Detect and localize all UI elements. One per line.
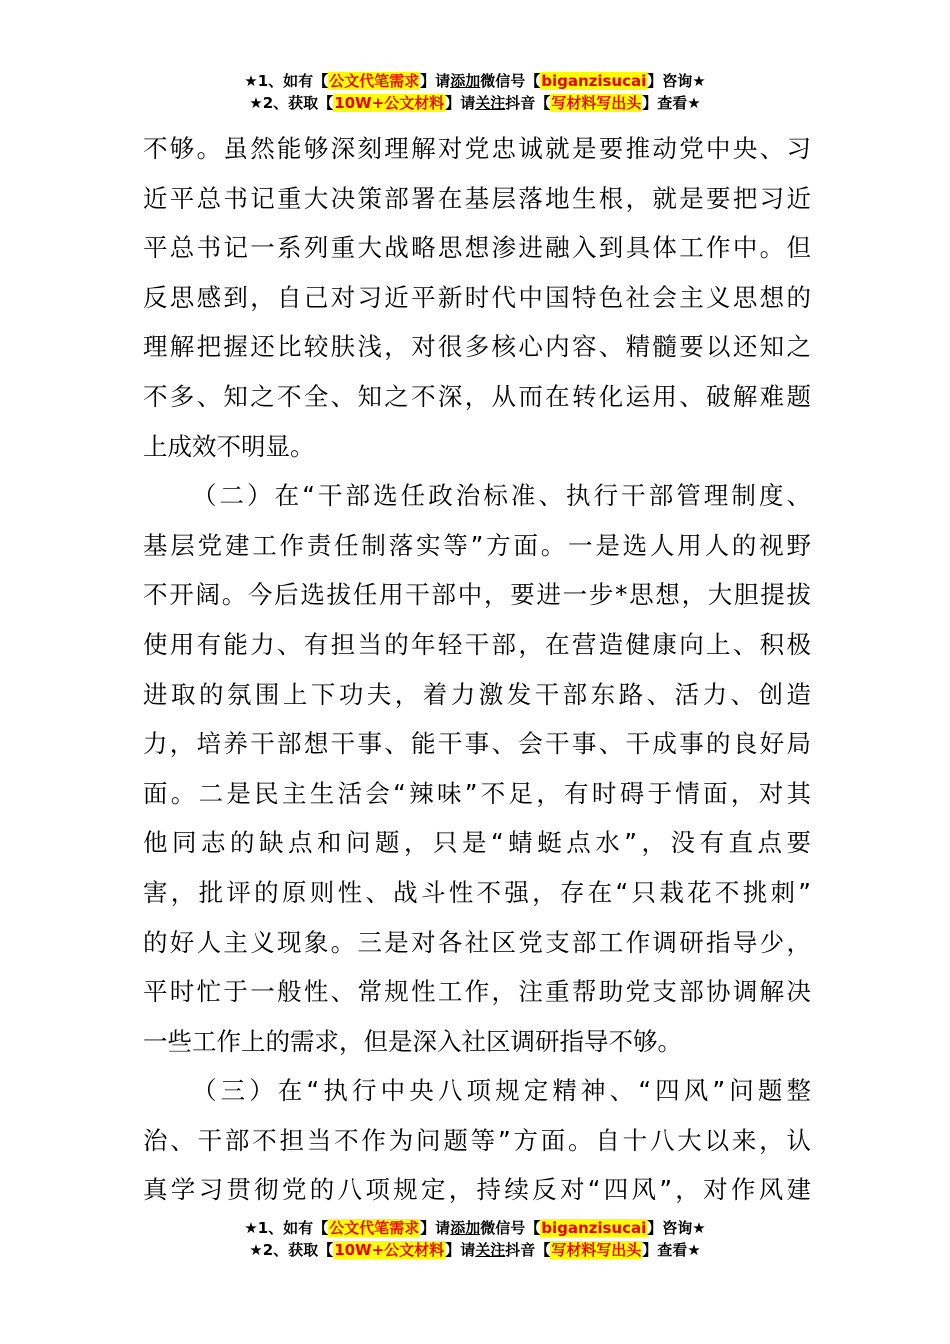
body-line: 平时忙于一般性、常规性工作，注重帮助党支部协调解决 xyxy=(143,977,811,1007)
header-ad-banner xyxy=(0,70,950,114)
body-line: 力，培养干部想干事、能干事、会干事、干成事的良好局 xyxy=(143,729,811,759)
section-heading-2: （二）在“干部选任政治标准、执行干部管理制度、 xyxy=(192,481,811,511)
highlight-ghostwriting: 公文代笔需求 xyxy=(329,1219,420,1237)
body-line: 的好人主义现象。三是对各社区党支部工作调研指导少， xyxy=(143,927,811,957)
section-heading-3: （三）在“执行中央八项规定精神、“四风”问题整 xyxy=(192,1076,811,1106)
banner-line-1: ★1、如有【公文代笔需求】请添加微信号【biganzisucai】咨询★ xyxy=(244,72,706,90)
body-line: 近平总书记重大决策部署在基层落地生根，就是要把习近 xyxy=(143,183,811,213)
body-line: 基层党建工作责任制落实等”方面。一是选人用人的视野 xyxy=(143,530,811,560)
body-line: 他同志的缺点和问题，只是“蜻蜓点水”，没有直点要 xyxy=(143,828,811,858)
body-line: 理解把握还比较肤浅，对很多核心内容、精髓要以还知之 xyxy=(143,332,811,362)
highlight-materials: 10W+公文材料 xyxy=(334,1241,445,1259)
banner-line-2: ★2、获取【10W+公文材料】请关注抖音【写材料写出头】查看★ xyxy=(249,94,701,112)
body-line: 面。二是民主生活会“辣味”不足，有时碍于情面，对其 xyxy=(143,778,811,808)
highlight-douyin: 写材料写出头 xyxy=(551,94,642,112)
footer-ad-banner xyxy=(0,1217,950,1261)
body-line: 治、干部不担当不作为问题等”方面。自十八大以来，认 xyxy=(143,1125,811,1155)
body-line: 反思感到，自己对习近平新时代中国特色社会主义思想的 xyxy=(143,282,811,312)
body-line: 一些工作上的需求，但是深入社区调研指导不够。 xyxy=(143,1026,682,1056)
banner-line-2: ★2、获取【10W+公文材料】请关注抖音【写材料写出头】查看★ xyxy=(249,1241,701,1259)
body-line: 不够。虽然能够深刻理解对党忠诚就是要推动党中央、习 xyxy=(143,134,811,163)
body-line: 害，批评的原则性、战斗性不强，存在“只栽花不挑刺” xyxy=(143,877,811,907)
body-line: 上成效不明显。 xyxy=(143,431,315,461)
highlight-douyin: 写材料写出头 xyxy=(551,1241,642,1259)
highlight-wechat-id: biganzisucai xyxy=(541,1219,647,1237)
body-line: 不开阔。今后选拔任用干部中，要进一步*思想，大胆提拔 xyxy=(143,580,811,610)
body-line: 进取的氛围上下功夫，着力激发干部东路、活力、创造 xyxy=(143,679,811,709)
body-line: 不多、知之不全、知之不深，从而在转化运用、破解难题 xyxy=(143,381,811,411)
banner-line-1: ★1、如有【公文代笔需求】请添加微信号【biganzisucai】咨询★ xyxy=(244,1219,706,1237)
body-line: 使用有能力、有担当的年轻干部，在营造健康向上、积极 xyxy=(143,629,811,659)
highlight-wechat-id: biganzisucai xyxy=(541,72,647,90)
highlight-ghostwriting: 公文代笔需求 xyxy=(329,72,420,90)
highlight-materials: 10W+公文材料 xyxy=(334,94,445,112)
document-body xyxy=(143,124,811,1215)
body-line: 真学习贯彻党的八项规定，持续反对“四风”，对作风建 xyxy=(143,1175,811,1205)
body-line: 平总书记一系列重大战略思想渗进融入到具体工作中。但 xyxy=(143,233,811,263)
